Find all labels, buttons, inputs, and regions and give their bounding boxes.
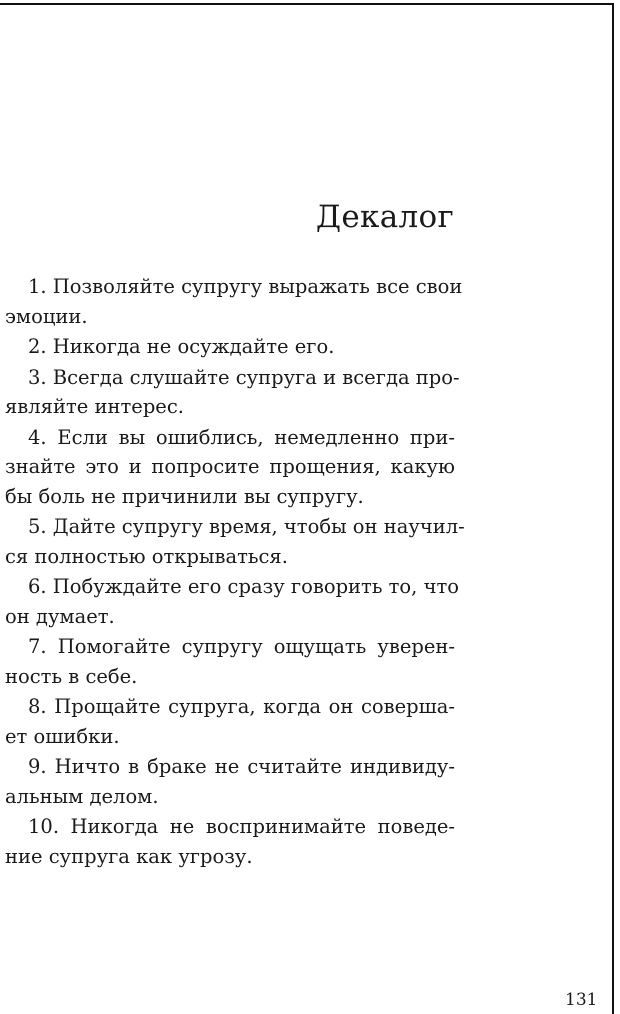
item-line: 3. Всегда слушайте супруга и всегда про- [28, 365, 460, 389]
list-item [5, 512, 465, 571]
list-item [5, 332, 455, 362]
item-line: 1. Позволяйте супругу выражать все свои [28, 275, 463, 298]
page-border-top [0, 3, 614, 5]
list-item [5, 272, 463, 331]
item-line: ся полностью открываться. [5, 544, 288, 568]
item-line: бы боль не причинили вы супругу. [5, 484, 364, 508]
list-item [5, 632, 455, 691]
item-line: знайте это и попросите прощения, какую [5, 455, 455, 478]
item-line: ние супруга как угрозу. [5, 844, 253, 868]
list-item [5, 572, 459, 631]
list-item [5, 423, 455, 512]
list-item [5, 752, 455, 811]
item-line: альным делом. [5, 784, 159, 808]
item-line: эмоции. [5, 304, 88, 328]
list-item [5, 692, 455, 751]
item-line: 6. Побуждайте его сразу говорить то, что [28, 575, 459, 598]
item-line: 5. Дайте супругу время, чтобы он научил- [28, 515, 465, 538]
item-line: 10. Никогда не воспринимайте поведе- [28, 815, 455, 838]
item-line: 4. Если вы ошиблись, немедленно при- [28, 425, 455, 449]
item-line: 2. Никогда не осуждайте его. [28, 335, 335, 358]
page-border-right [612, 3, 614, 1014]
item-line: 9. Ничто в браке не считайте индивиду- [28, 755, 455, 778]
page-number: 131 [565, 990, 598, 1010]
item-line: 8. Прощайте супруга, когда он соверша- [28, 695, 455, 718]
page-title: Декалог [315, 198, 454, 235]
item-line: он думает. [5, 604, 115, 628]
item-line: являйте интерес. [5, 395, 184, 418]
list-item [5, 363, 460, 422]
list-item [5, 812, 455, 871]
item-line: ность в себе. [5, 664, 138, 688]
decalogue-list [5, 272, 465, 872]
item-line: ет ошибки. [5, 724, 120, 748]
item-line: 7. Помогайте супругу ощущать уверен- [28, 635, 455, 658]
